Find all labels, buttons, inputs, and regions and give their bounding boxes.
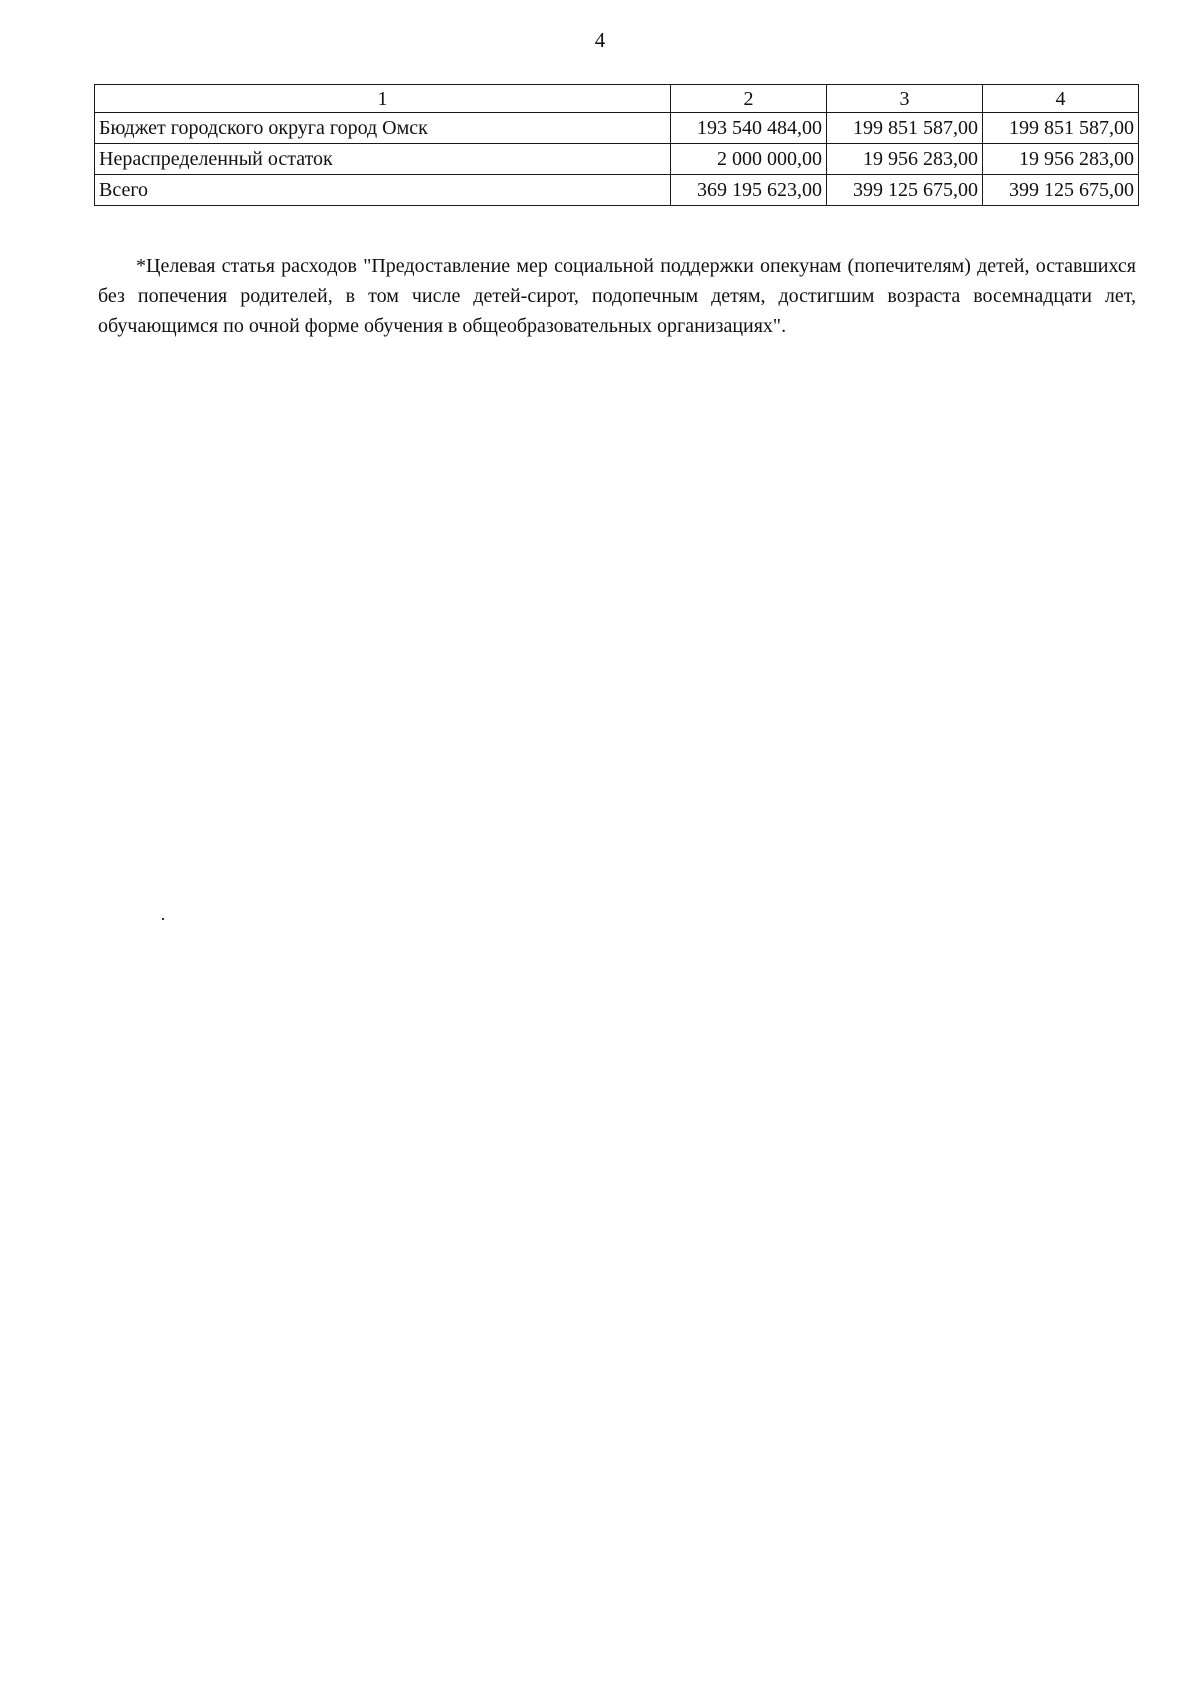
cell-value: 19 956 283,00 bbox=[983, 144, 1139, 175]
column-header-4: 4 bbox=[983, 85, 1139, 113]
column-header-1: 1 bbox=[95, 85, 671, 113]
table-row-city-budget bbox=[95, 113, 1139, 144]
cell-value: 369 195 623,00 bbox=[671, 175, 827, 206]
column-header-2: 2 bbox=[671, 85, 827, 113]
table-row-unallocated-balance bbox=[95, 144, 1139, 175]
cell-value: 19 956 283,00 bbox=[827, 144, 983, 175]
cell-value: 199 851 587,00 bbox=[983, 113, 1139, 144]
row-label: Нераспределенный остаток bbox=[95, 144, 671, 175]
scan-speck bbox=[162, 918, 164, 920]
table-header-row bbox=[95, 85, 1139, 113]
table-row-total bbox=[95, 175, 1139, 206]
cell-value: 399 125 675,00 bbox=[827, 175, 983, 206]
column-header-3: 3 bbox=[827, 85, 983, 113]
budget-table bbox=[94, 84, 1139, 206]
footnote: *Целевая статья расходов "Предоставление мер социальной поддержки опекунам (попечителям) детей, оставшихся без попечения родителей, в том числе детей-сирот, подопечным детям, достигшим возраста восемнадцати лет, обучающимся по очной форме обучения в общеобразовательных организациях". bbox=[98, 255, 1136, 337]
cell-value: 199 851 587,00 bbox=[827, 113, 983, 144]
cell-value: 2 000 000,00 bbox=[671, 144, 827, 175]
row-label: Всего bbox=[95, 175, 671, 206]
cell-value: 399 125 675,00 bbox=[983, 175, 1139, 206]
row-label: Бюджет городского округа город Омск bbox=[95, 113, 671, 144]
page-number: 4 bbox=[594, 28, 606, 52]
cell-value: 193 540 484,00 bbox=[671, 113, 827, 144]
